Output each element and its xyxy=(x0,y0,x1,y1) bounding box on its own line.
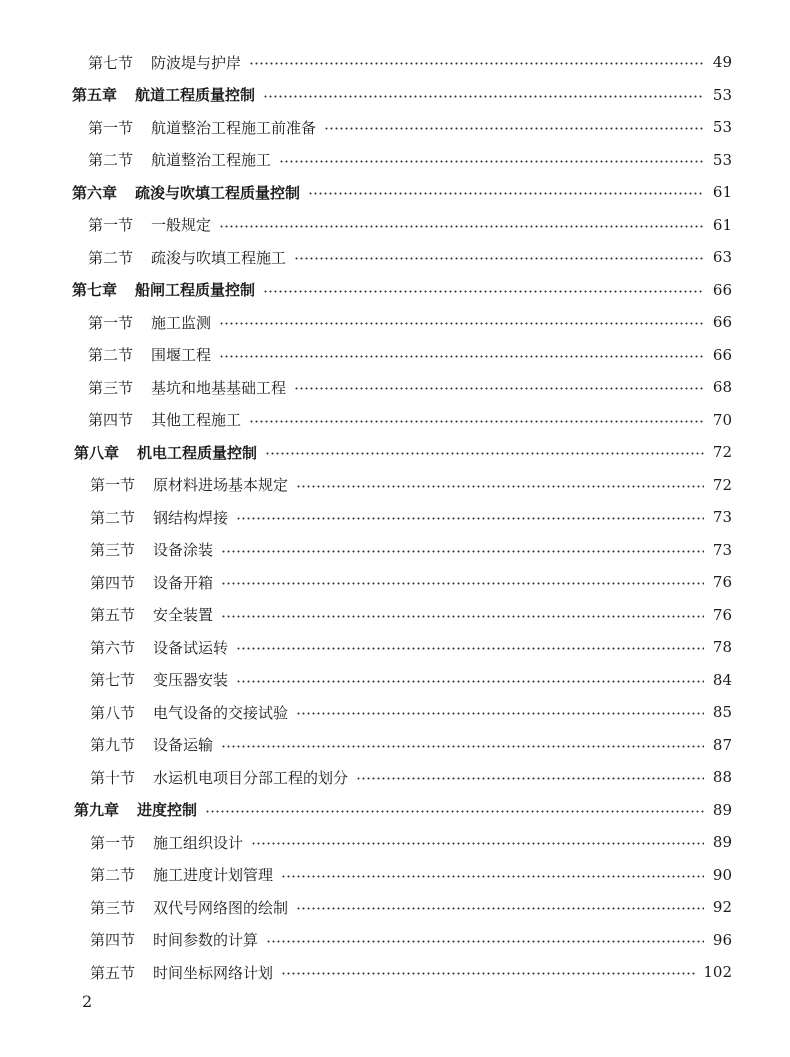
dot-leader xyxy=(219,322,704,325)
toc-entry-title: 施工组织设计 xyxy=(153,833,244,852)
toc-entry-number: 第七节 xyxy=(90,671,136,690)
toc-chapter-entry xyxy=(0,79,790,112)
dot-leader xyxy=(236,680,704,683)
toc-chapter-entry xyxy=(0,794,790,827)
toc-section-entry xyxy=(0,956,790,989)
toc-entry-title: 一般规定 xyxy=(151,216,212,235)
toc-entry-number: 第六节 xyxy=(90,638,136,657)
toc-section-entry xyxy=(0,761,790,794)
toc-section-entry xyxy=(0,664,790,697)
toc-section-entry xyxy=(0,631,790,664)
toc-section-entry xyxy=(0,46,790,79)
toc-section-entry xyxy=(0,566,790,599)
toc-entry-title: 钢结构焊接 xyxy=(153,508,229,527)
toc-entry-title: 围堰工程 xyxy=(151,346,212,365)
toc-entry-number: 第五章 xyxy=(72,86,118,105)
toc-entry-number: 第四节 xyxy=(90,931,136,950)
toc-entry-title: 设备试运转 xyxy=(153,638,229,657)
toc-section-entry xyxy=(0,599,790,632)
toc-entry-title: 设备运输 xyxy=(153,736,214,755)
toc-entry-title: 设备开箱 xyxy=(153,573,214,592)
toc-entry-number: 第四节 xyxy=(90,573,136,592)
toc-entry-title: 航道整治工程施工 xyxy=(151,151,272,170)
dot-leader xyxy=(236,647,704,650)
dot-leader xyxy=(221,745,704,748)
toc-entry-page: 70 xyxy=(712,410,732,429)
toc-entry-page: 78 xyxy=(712,638,732,657)
toc-entry-title: 时间参数的计算 xyxy=(153,931,259,950)
toc-section-entry xyxy=(0,501,790,534)
dot-leader xyxy=(249,62,704,65)
toc-entry-page: 76 xyxy=(712,573,732,592)
dot-leader xyxy=(266,940,704,943)
dot-leader xyxy=(308,192,704,195)
toc-entry-page: 76 xyxy=(712,605,732,624)
toc-entry-number: 第一节 xyxy=(88,118,134,137)
toc-section-entry xyxy=(0,371,790,404)
dot-leader xyxy=(324,127,704,130)
toc-section-entry xyxy=(0,469,790,502)
toc-entry-page: 68 xyxy=(712,378,732,397)
toc-entry-number: 第五节 xyxy=(90,606,136,625)
toc-entry-title: 水运机电项目分部工程的划分 xyxy=(153,768,349,787)
toc-entry-number: 第一节 xyxy=(90,476,136,495)
toc-entry-number: 第二节 xyxy=(88,346,134,365)
toc-entry-page: 63 xyxy=(712,248,732,267)
dot-leader xyxy=(279,160,704,163)
toc-entry-page: 89 xyxy=(712,800,732,819)
dot-leader xyxy=(294,387,704,390)
toc-entry-title: 设备涂装 xyxy=(153,541,214,560)
toc-chapter-entry xyxy=(0,436,790,469)
dot-leader xyxy=(356,777,704,780)
toc-entry-title: 原材料进场基本规定 xyxy=(153,476,289,495)
toc-entry-page: 73 xyxy=(712,540,732,559)
toc-section-entry xyxy=(0,924,790,957)
dot-leader xyxy=(219,355,704,358)
toc-entry-number: 第十节 xyxy=(90,768,136,787)
toc-entry-page: 85 xyxy=(712,703,732,722)
toc-entry-number: 第二节 xyxy=(88,248,134,267)
toc-entry-page: 92 xyxy=(712,898,732,917)
toc-entry-number: 第九节 xyxy=(90,736,136,755)
toc-entry-title: 防波堤与护岸 xyxy=(151,53,242,72)
toc-section-entry xyxy=(0,891,790,924)
toc-entry-title: 航道整治工程施工前准备 xyxy=(151,118,317,137)
toc-entry-number: 第二节 xyxy=(90,866,136,885)
toc-entry-page: 66 xyxy=(712,345,732,364)
toc-entry-title: 基坑和地基基础工程 xyxy=(151,378,287,397)
toc-entry-page: 61 xyxy=(712,183,732,202)
dot-leader xyxy=(221,615,704,618)
dot-leader xyxy=(263,95,704,98)
toc-entry-number: 第九章 xyxy=(74,801,120,820)
dot-leader xyxy=(296,485,704,488)
toc-entry-page: 73 xyxy=(712,508,732,527)
dot-leader xyxy=(265,452,704,455)
dot-leader xyxy=(249,420,704,423)
dot-leader xyxy=(205,810,704,813)
toc-entry-title: 电气设备的交接试验 xyxy=(153,703,289,722)
toc-entry-number: 第二节 xyxy=(88,151,134,170)
toc-entry-page: 89 xyxy=(712,833,732,852)
toc-entry-number: 第五节 xyxy=(90,963,136,982)
dot-leader xyxy=(281,972,695,975)
toc-entry-page: 72 xyxy=(712,443,732,462)
toc-entry-number: 第八节 xyxy=(90,703,136,722)
dot-leader xyxy=(294,257,704,260)
table-of-contents xyxy=(0,46,790,989)
page-number: 2 xyxy=(82,992,93,1011)
toc-section-entry xyxy=(0,339,790,372)
toc-entry-title: 航道工程质量控制 xyxy=(135,86,256,105)
dot-leader xyxy=(296,907,704,910)
toc-entry-title: 其他工程施工 xyxy=(151,411,242,430)
toc-entry-title: 双代号网络图的绘制 xyxy=(153,898,289,917)
toc-entry-page: 72 xyxy=(712,475,732,494)
toc-entry-title: 疏浚与吹填工程施工 xyxy=(151,248,287,267)
toc-entry-page: 66 xyxy=(712,280,732,299)
toc-entry-number: 第一节 xyxy=(88,313,134,332)
toc-entry-number: 第六章 xyxy=(72,183,118,202)
toc-section-entry xyxy=(0,826,790,859)
toc-section-entry xyxy=(0,696,790,729)
toc-section-entry xyxy=(0,306,790,339)
toc-entry-title: 变压器安装 xyxy=(153,671,229,690)
toc-entry-page: 102 xyxy=(703,963,732,982)
toc-chapter-entry xyxy=(0,274,790,307)
toc-entry-page: 53 xyxy=(712,150,732,169)
toc-entry-title: 船闸工程质量控制 xyxy=(135,281,256,300)
toc-section-entry xyxy=(0,404,790,437)
toc-section-entry xyxy=(0,534,790,567)
toc-entry-page: 61 xyxy=(712,215,732,234)
toc-entry-title: 施工监测 xyxy=(151,313,212,332)
toc-entry-number: 第七章 xyxy=(72,281,118,300)
toc-entry-title: 疏浚与吹填工程质量控制 xyxy=(135,183,301,202)
toc-entry-page: 66 xyxy=(712,313,732,332)
toc-entry-page: 96 xyxy=(712,930,732,949)
toc-section-entry xyxy=(0,111,790,144)
dot-leader xyxy=(221,582,704,585)
toc-entry-number: 第二节 xyxy=(90,508,136,527)
toc-entry-number: 第一节 xyxy=(90,833,136,852)
toc-section-entry xyxy=(0,729,790,762)
toc-entry-page: 49 xyxy=(712,53,732,72)
toc-entry-number: 第三节 xyxy=(88,378,134,397)
toc-entry-page: 87 xyxy=(712,735,732,754)
toc-chapter-entry xyxy=(0,176,790,209)
toc-entry-page: 88 xyxy=(712,768,732,787)
dot-leader xyxy=(219,225,704,228)
dot-leader xyxy=(296,712,704,715)
dot-leader xyxy=(236,517,704,520)
dot-leader xyxy=(221,550,704,553)
toc-section-entry xyxy=(0,241,790,274)
dot-leader xyxy=(263,290,704,293)
toc-entry-title: 进度控制 xyxy=(137,801,198,820)
toc-entry-number: 第三节 xyxy=(90,541,136,560)
toc-entry-page: 84 xyxy=(712,670,732,689)
toc-entry-page: 90 xyxy=(712,865,732,884)
dot-leader xyxy=(251,842,704,845)
toc-entry-number: 第七节 xyxy=(88,53,134,72)
dot-leader xyxy=(281,875,704,878)
toc-entry-title: 时间坐标网络计划 xyxy=(153,963,274,982)
toc-section-entry xyxy=(0,144,790,177)
toc-entry-title: 机电工程质量控制 xyxy=(137,443,258,462)
toc-entry-number: 第三节 xyxy=(90,898,136,917)
toc-section-entry xyxy=(0,209,790,242)
toc-entry-page: 53 xyxy=(712,118,732,137)
toc-entry-title: 安全装置 xyxy=(153,606,214,625)
toc-entry-page: 53 xyxy=(712,85,732,104)
toc-entry-number: 第四节 xyxy=(88,411,134,430)
toc-entry-number: 第一节 xyxy=(88,216,134,235)
toc-entry-title: 施工进度计划管理 xyxy=(153,866,274,885)
toc-section-entry xyxy=(0,859,790,892)
toc-entry-number: 第八章 xyxy=(74,443,120,462)
